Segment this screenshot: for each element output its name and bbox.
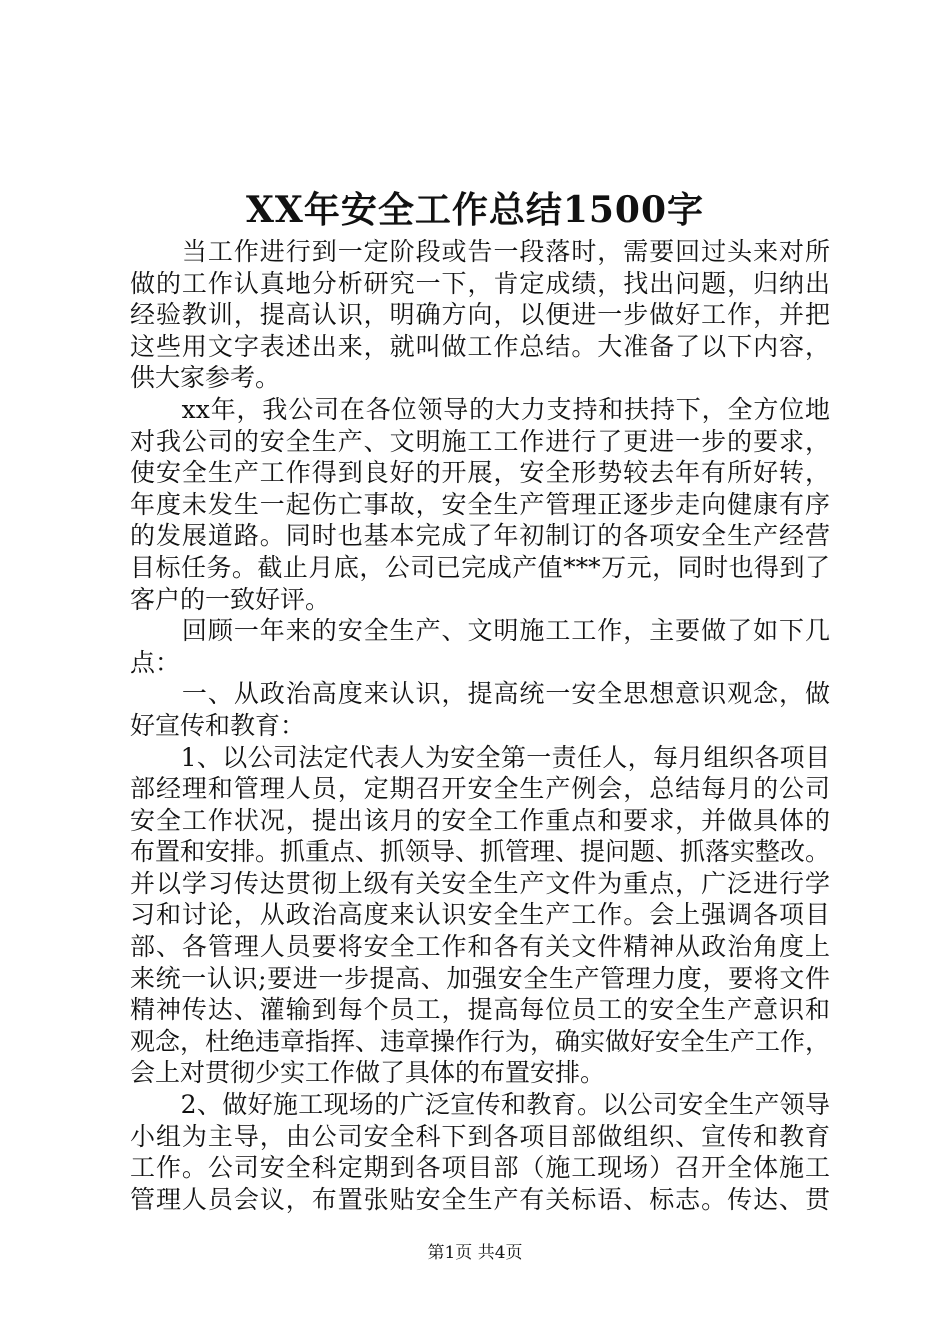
text-line: 精神传达、灌输到每个员工，提高每位员工的安全生产意识和 [130, 995, 830, 1025]
text-line: 当工作进行到一定阶段或告一段落时，需要回过头来对所 [130, 237, 830, 266]
document-title: XX年安全工作总结1500字 [245, 189, 705, 231]
text-line: 回顾一年来的安全生产、文明施工工作，主要做了如下几 [130, 616, 830, 646]
text-line: 点： [130, 647, 181, 677]
text-line: 做的工作认真地分析研究一下，肯定成绩，找出问题，归纳出 [130, 268, 830, 298]
text-line: 布置和安排。抓重点、抓领导、抓管理、提问题、抓落实整改。 [130, 837, 830, 867]
text-line: 习和讨论，从政治高度来认识安全生产工作。会上强调各项目 [130, 900, 830, 930]
text-line: 经验教训，提高认识，明确方向，以便进一步做好工作，并把 [130, 300, 830, 330]
text-line: 并以学习传达贯彻上级有关安全生产文件为重点，广泛进行学 [130, 868, 830, 898]
text-line: 一、从政治高度来认识，提高统一安全思想意识观念，做 [130, 679, 830, 709]
text-line: 观念，杜绝违章指挥、违章操作行为，确实做好安全生产工作， [130, 1026, 830, 1056]
text-line: 管理人员会议，布置张贴安全生产有关标语、标志。传达、贯 [130, 1184, 830, 1214]
text-line: 1、以公司法定代表人为安全第一责任人，每月组织各项目 [130, 742, 830, 772]
text-line: 这些用文字表述出来，就叫做工作总结。大准备了以下内容， [130, 331, 830, 361]
text-line: 供大家参考。 [130, 363, 281, 393]
text-line: 目标任务。截止月底，公司已完成产值***万元，同时也得到了 [130, 552, 830, 582]
text-line: 使安全生产工作得到良好的开展，安全形势较去年有所好转， [130, 458, 830, 488]
text-line: 来统一认识;要进一步提高、加强安全生产管理力度，要将文件 [130, 963, 830, 993]
text-line: 好宣传和教育： [130, 710, 306, 740]
text-line: 工作。公司安全科定期到各项目部（施工现场）召开全体施工 [130, 1153, 830, 1183]
text-line: xx年，我公司在各位领导的大力支持和扶持下，全方位地 [130, 394, 830, 424]
page-footer: 第1页 共4页 [427, 1243, 523, 1263]
text-line: 部、各管理人员要将安全工作和各有关文件精神从政治角度上 [130, 932, 830, 962]
text-line: 年度未发生一起伤亡事故，安全生产管理正逐步走向健康有序 [130, 489, 830, 519]
text-line: 2、做好施工现场的广泛宣传和教育。以公司安全生产领导 [130, 1090, 830, 1120]
text-line: 的发展道路。同时也基本完成了年初制订的各项安全生产经营 [130, 521, 830, 551]
text-line: 客户的一致好评。 [130, 584, 331, 614]
text-line: 会上对贯彻少实工作做了具体的布置安排。 [130, 1058, 606, 1088]
text-line: 小组为主导，由公司安全科下到各项目部做组织、宣传和教育 [130, 1121, 830, 1151]
document-body [130, 236, 830, 1215]
text-line: 安全工作状况，提出该月的安全工作重点和要求，并做具体的 [130, 805, 830, 835]
text-line: 对我公司的安全生产、文明施工工作进行了更进一步的要求， [130, 426, 830, 456]
text-line: 部经理和管理人员，定期召开安全生产例会，总结每月的公司 [130, 774, 830, 804]
